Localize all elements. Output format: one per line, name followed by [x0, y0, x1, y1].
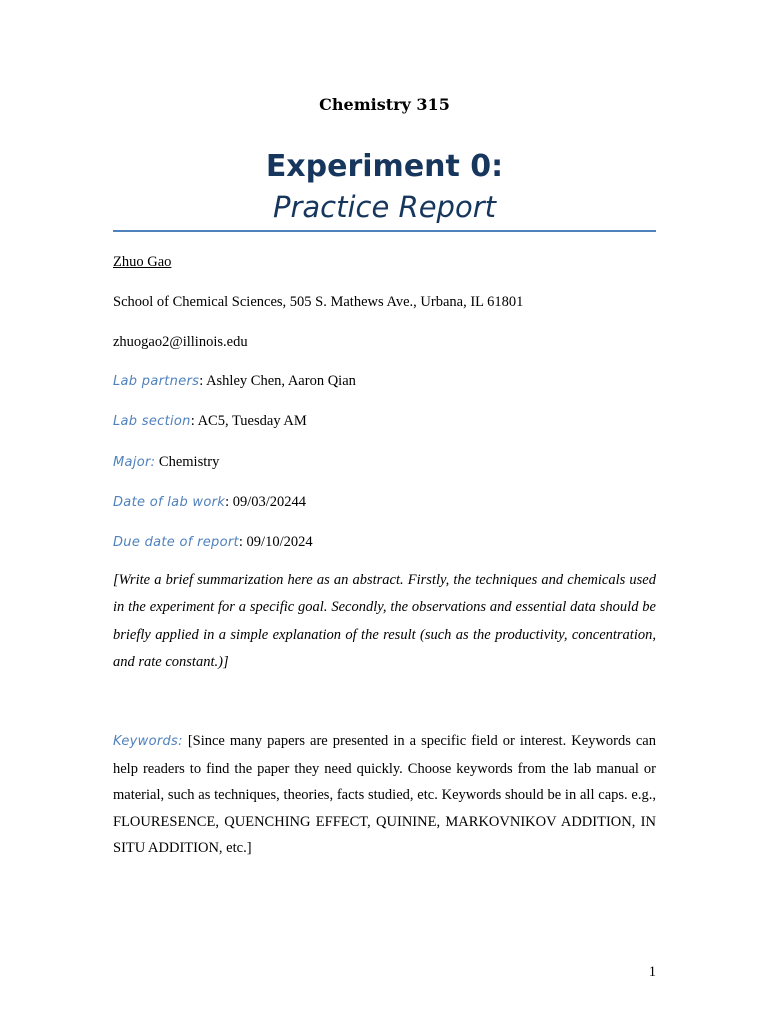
report-page — [113, 0, 656, 1024]
lab-section-line — [113, 411, 656, 432]
keywords-label: Keywords: — [113, 734, 183, 749]
major-line — [113, 452, 656, 473]
abstract-text: [Write a brief summarization here as an abstract. Firstly, the techniques and chemicals used in the experiment for a specific goal. Secondly, the observations and essential data should be briefly applied in a simple explanation of the result (such as the productivity, concentration, and rate constant.)] — [113, 572, 656, 670]
author-email: zhuogao2@illinois.edu — [113, 334, 248, 350]
author-name: Zhuo Gao — [113, 254, 172, 270]
lab-partners-label: Lab partners — [113, 374, 200, 389]
page-number: 1 — [648, 964, 656, 980]
due-date-label: Due date of report — [113, 535, 239, 550]
date-lab-value: : 09/03/20244 — [225, 494, 307, 510]
lab-section-value: : AC5, Tuesday AM — [190, 413, 307, 429]
lab-section-label: Lab section — [113, 414, 191, 429]
date-lab-label: Date of lab work — [113, 495, 226, 510]
lab-partners-value: : Ashley Chen, Aaron Qian — [199, 373, 356, 389]
keywords-text: [Since many papers are presented in a specific field or interest. Keywords can help readers to find the paper they need quickly. Choose keywords from the lab manual or material, such as techniques, theories, facts studied, etc. Keywords should be in all caps. e.g., FLOURESENCE, QUENCHING EFFECT, QUININE, MARKOVNIKOV ADDITION, IN SITU ADDITION, etc.] — [113, 733, 656, 857]
title-divider — [113, 230, 656, 232]
major-label: Major: — [113, 455, 156, 470]
date-lab-line — [113, 492, 656, 513]
due-date-line — [113, 532, 656, 553]
course-name: Chemistry 315 — [319, 95, 450, 114]
lab-partners-line — [113, 371, 656, 392]
report-title: Experiment 0: — [265, 149, 504, 184]
report-subtitle: Practice Report — [273, 190, 496, 224]
due-date-value: : 09/10/2024 — [238, 534, 313, 550]
affiliation: School of Chemical Sciences, 505 S. Mathews Ave., Urbana, IL 61801 — [113, 294, 524, 310]
major-value: Chemistry — [155, 454, 220, 470]
keywords-paragraph — [113, 728, 656, 862]
